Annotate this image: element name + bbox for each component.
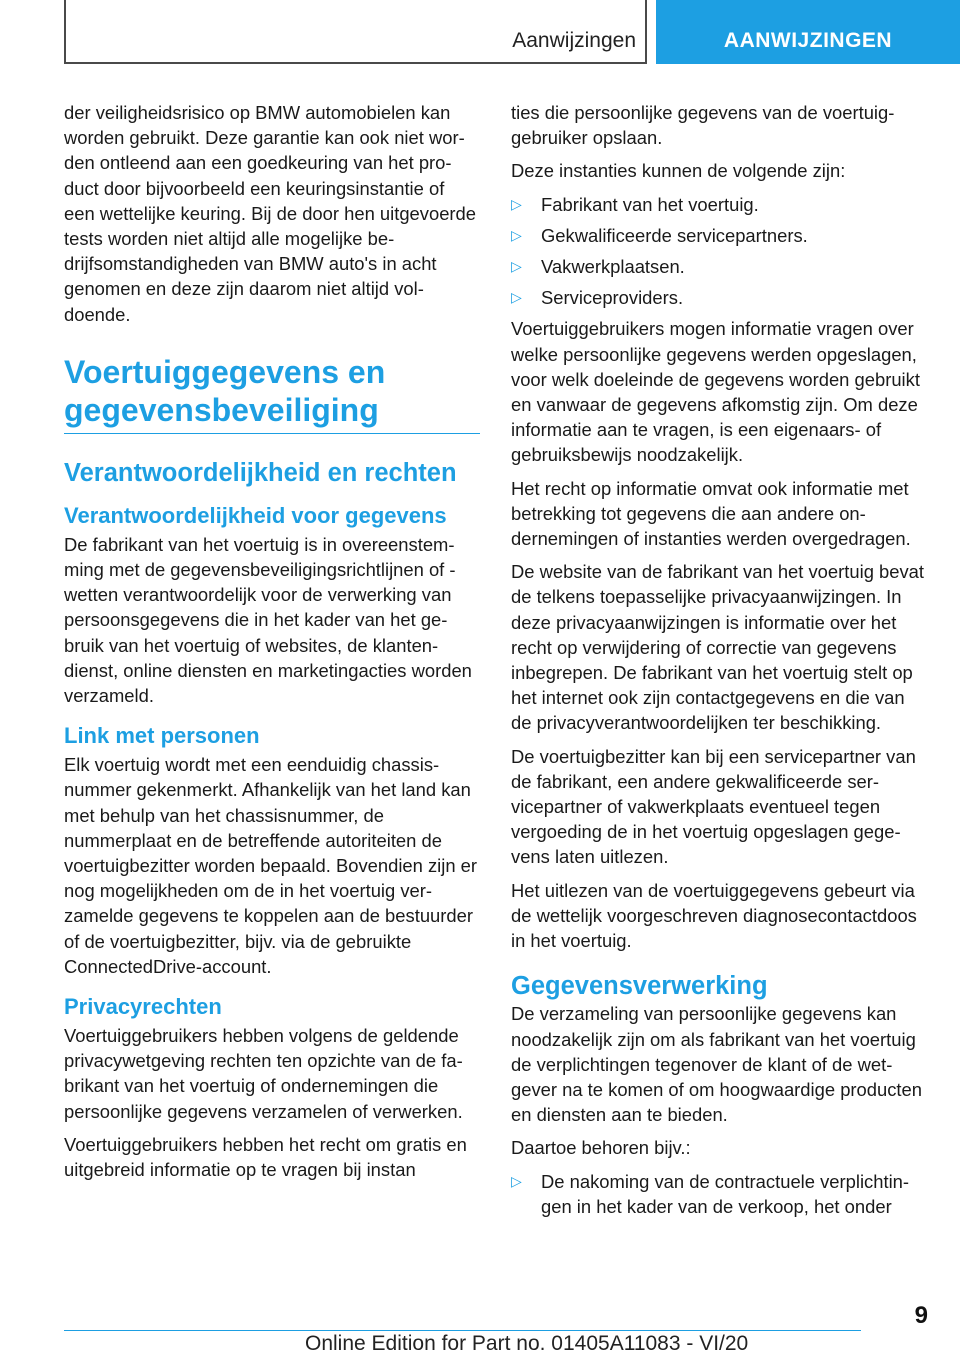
triangle-bullet-icon: ▷ [511,258,522,275]
list-item: ▷ De nakoming van de contractuele verplichtingen in het kader van de verkoop, het onder [511,1169,927,1219]
footer-edition: Online Edition for Part no. 01405A11083 - VI/20 [305,1332,749,1355]
bullet-list [511,192,927,311]
topic-heading: Privacyrechten [64,994,222,1020]
bullet-list [511,1169,927,1219]
section-heading: Voertuiggegevens en gegevensbeveiliging [64,353,480,434]
paragraph: der veiligheidsrisico op BMW automobielen kan worden gebruikt. Deze garantie kan ook niet worden ontleend aan een goedkeuring van het product door bijvoorbeeld een keuringsinstantie of een wettelijke keuring. Bij de door hen uitgevoerde tests worden niet altijd alle mogelijke bedrijfsomstandigheden van BMW auto's in acht genomen en deze zijn daarom niet altijd voldoende. [64,102,477,325]
subsection-heading: Gegevensverwerking [511,972,768,1001]
paragraph: Het recht op informatie omvat ook informatie met betrekking tot gegevens die aan andere ondernemingen of instanties werden overgedragen. [511,477,911,550]
triangle-bullet-icon: ▷ [511,226,522,243]
list-item: ▷ Gekwalificeerde servicepartners. [511,223,927,248]
paragraph: De fabrikant van het voertuig is in overeenstemming met de gegevensbeveiligingsrichtlijnen of -wetten verantwoordelijk voor de verwerking van persoonsgegevens die in het kader van het gebruik van het voertuig of websites, de klantendienst, online diensten en marketingacties worden verzameld. [64,533,472,707]
topic-heading: Link met personen [64,723,260,749]
paragraph: ties die persoonlijke gegevens van de voertuiggebruiker opslaan. [511,102,895,149]
list-item: ▷ Fabrikant van het voertuig. [511,192,927,217]
header-section-tab[interactable]: AANWIJZINGEN [656,0,960,64]
triangle-bullet-icon: ▷ [511,289,522,306]
paragraph: Voertuiggebruikers mogen informatie vragen over welke persoonlijke gegevens werden opgeslagen, voor welk doeleinde de gegevens worden gebruikt en vanwaar de gegevens afkomstig zijn. Om deze informatie aan te vragen, is een eigenaars- of gebruiksbewijs noodzakelijk. [511,318,920,466]
list-item: ▷ Vakwerkplaatsen. [511,254,927,279]
paragraph: Voertuiggebruikers hebben volgens de geldende privacywetgeving rechten ten opzichte van de fabrikant van het voertuig of ondernemingen die persoonlijke gegevens verzamelen of verwerken. [64,1025,463,1122]
footer-divider [64,1330,861,1331]
subsection-heading: Verantwoordelijkheid en rechten [64,458,457,487]
paragraph: De voertuigbezitter kan bij een servicepartner van de fabrikant, een andere gekwalificeerde servicepartner of vakwerkplaats eventueel tegen vergoeding de in het voertuig opgeslagen gegevens laten uitlezen. [511,745,916,868]
paragraph: De verzameling van persoonlijke gegevens kan noodzakelijk zijn om als fabrikant van het voertuig de verplichtingen tegenover de klant of de wetgever na te komen of om hoogwaardige producten en diensten aan te bieden. [511,1003,922,1126]
triangle-bullet-icon: ▷ [511,1172,522,1189]
paragraph: De website van de fabrikant van het voertuig bevat de telkens toepasselijke privacyaanwijzingen. In deze privacyaanwijzingen is informatie over het recht op verwijdering of correctie van gegevens inbegrepen. De fabrikant van het voertuig stelt op het internet ook zijn contactgegevens en die van de privacyverantwoordelijken ter beschikking. [511,561,925,734]
paragraph: Daartoe behoren bijv.: [511,1137,691,1159]
paragraph: Voertuiggebruikers hebben het recht om gratis en uitgebreid informatie op te vragen bij instan [64,1133,467,1181]
paragraph: Deze instanties kunnen de volgende zijn: [511,160,846,182]
header-title: Aanwijzingen [512,29,636,52]
page-number: 9 [914,1302,928,1329]
right-column [511,100,927,1225]
topic-heading: Verantwoordelijkheid voor gegevens [64,502,447,528]
paragraph: Het uitlezen van de voertuiggegevens gebeurt via de wettelijk voorgeschreven diagnosecontactdoos in het voertuig. [511,879,917,952]
triangle-bullet-icon: ▷ [511,195,522,212]
left-column [64,100,480,1190]
list-item: ▷ Serviceproviders. [511,285,927,310]
paragraph: Elk voertuig wordt met een eenduidig chassisnummer gekenmerkt. Afhankelijk van het land kan met behulp van het chassisnummer, de nummerplaat en de betreffende autoriteiten de voertuigbezitter worden bepaald. Bovendien zijn er nog mogelijkheden om de in het voertuig verzamelde gegevens te koppelen aan de bestuurder of de voertuigbezitter, bijv. via de gebruikte ConnectedDrive-account. [64,754,478,977]
